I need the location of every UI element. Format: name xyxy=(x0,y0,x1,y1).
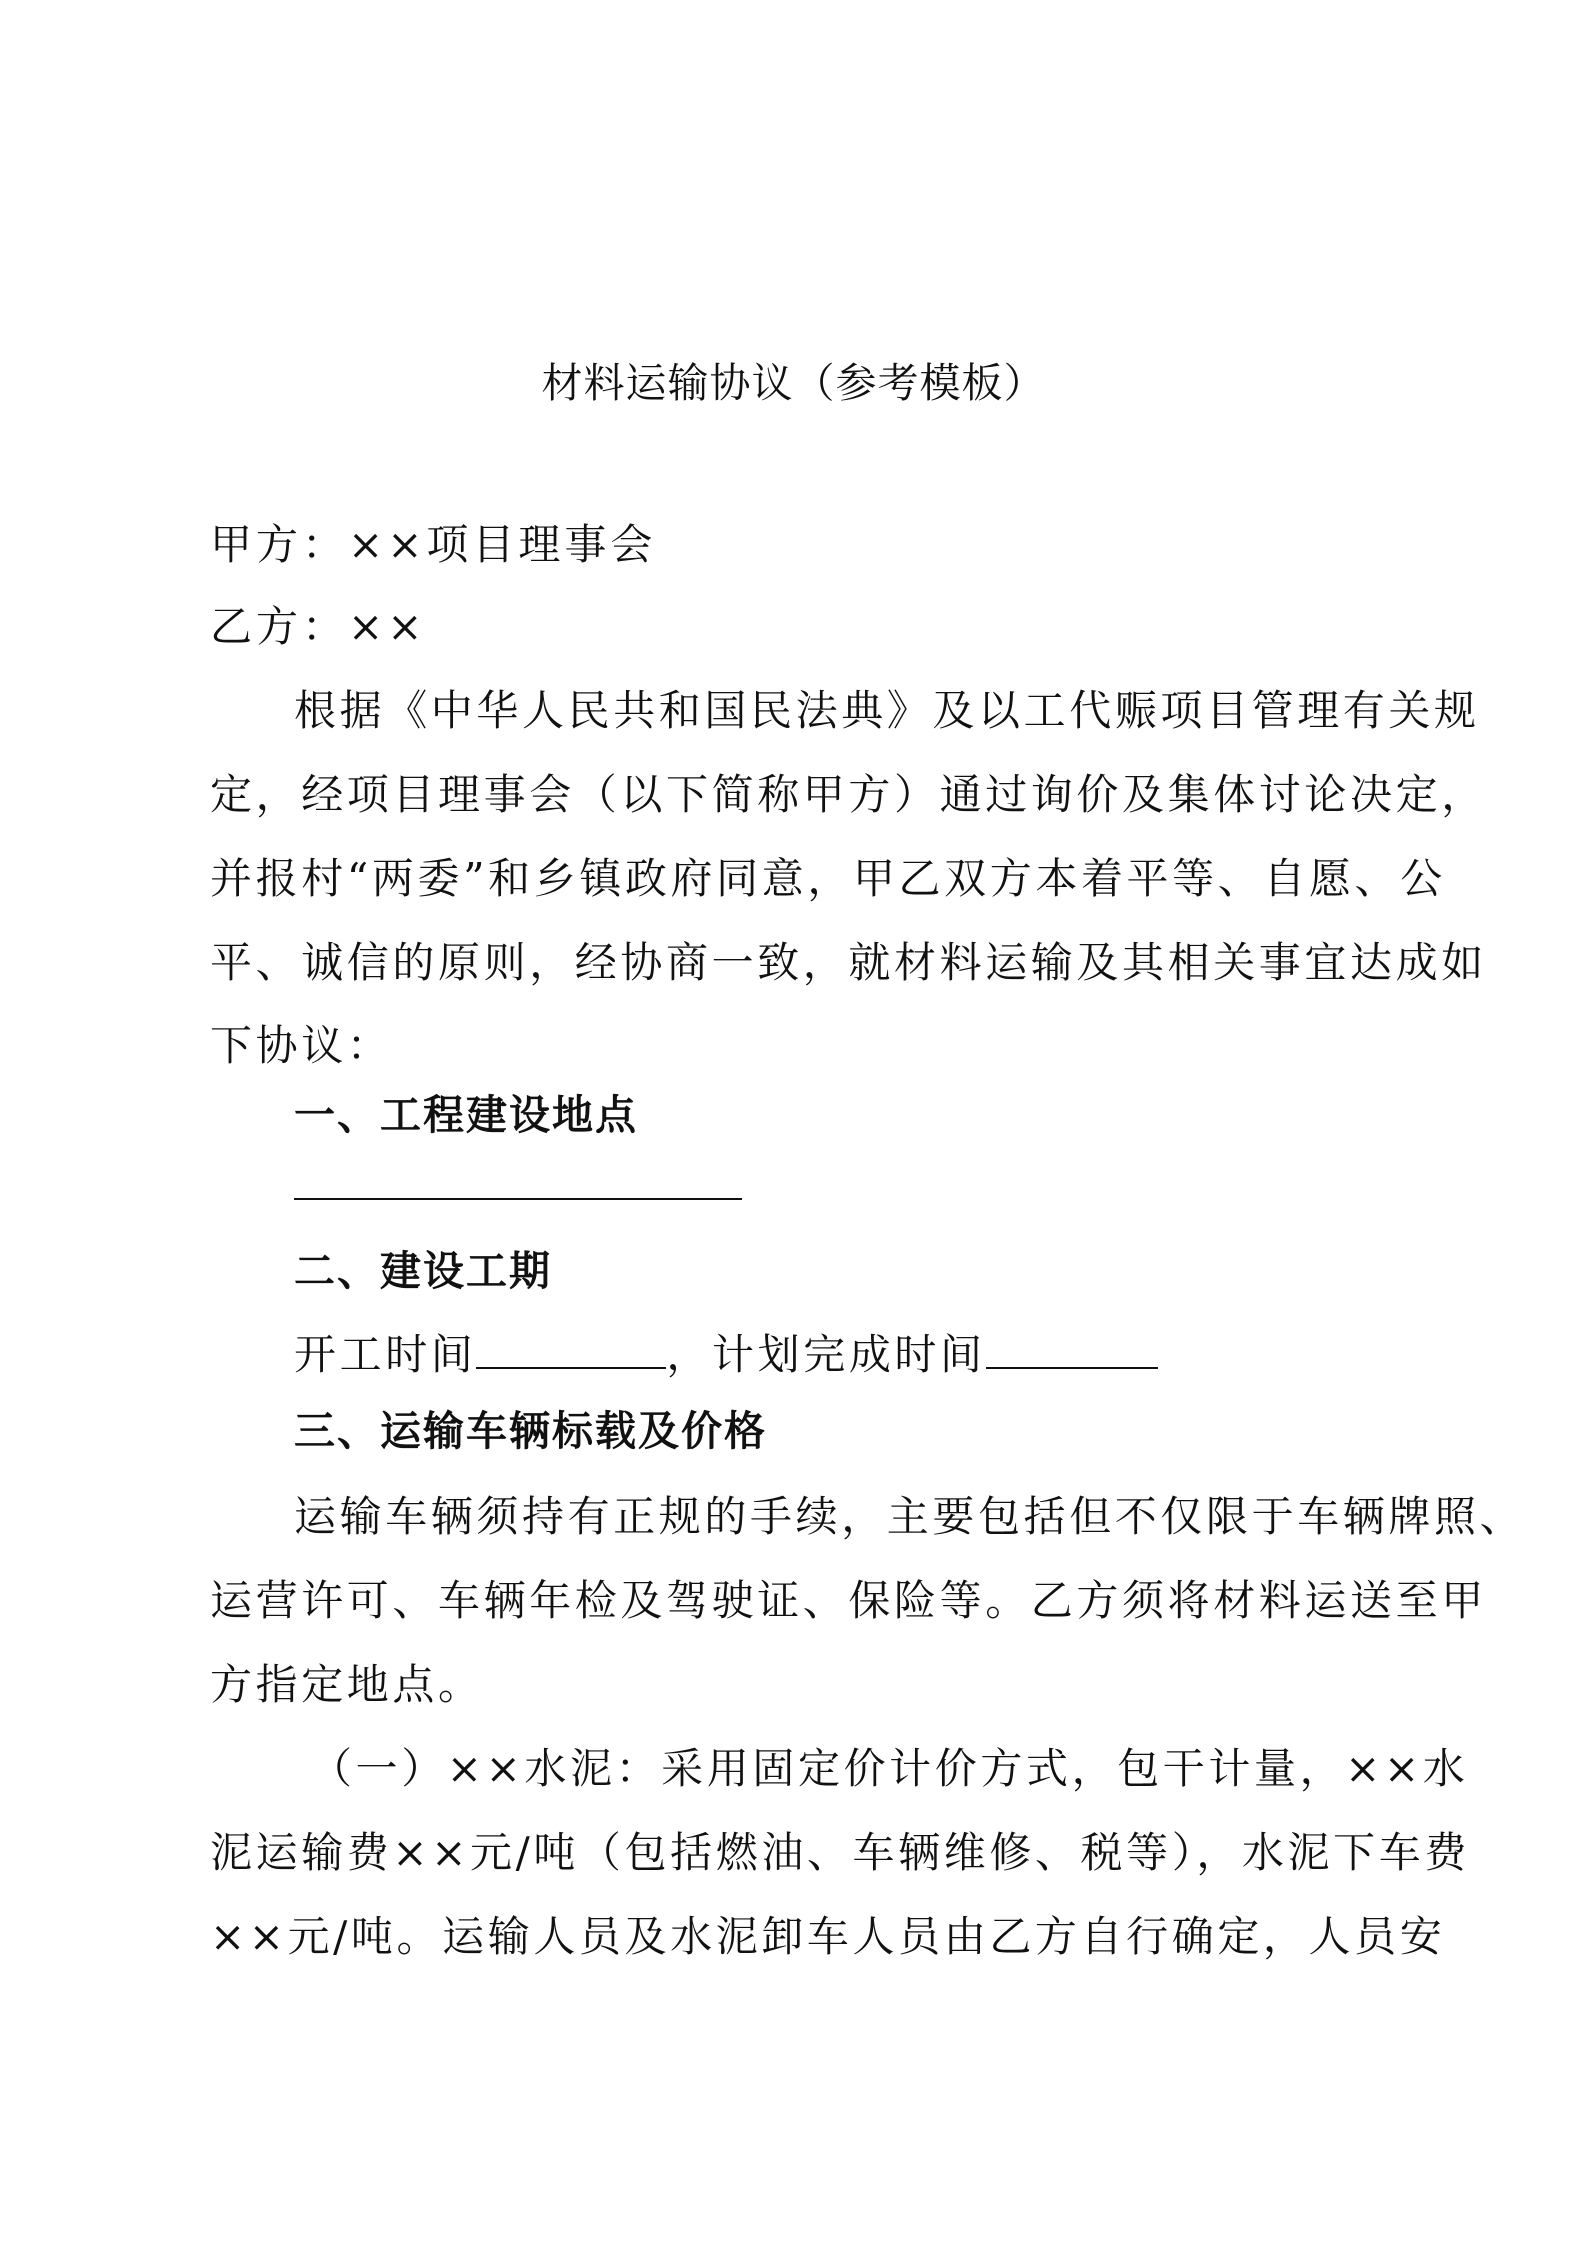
schedule-separator: ， xyxy=(666,1330,713,1379)
cement-item-line-3: ××元/吨。运输人员及水泥卸车人员由乙方自行确定，人员安 xyxy=(210,1912,1446,1961)
finish-time-label: 计划完成时间 xyxy=(712,1330,986,1379)
intro-line-2: 定，经项目理事会（以下简称甲方）通过询价及集体讨论决定， xyxy=(210,770,1487,819)
start-time-blank xyxy=(476,1331,666,1369)
party-b-line: 乙方：×× xyxy=(210,602,427,651)
cement-item-line-2: 泥运输费××元/吨（包括燃油、车辆维修、税等），水泥下车费 xyxy=(210,1828,1470,1877)
intro-line-1: 根据《中华人民共和国民法典》及以工代赈项目管理有关规 xyxy=(294,686,1480,735)
intro-line-5: 下协议： xyxy=(210,1021,393,1070)
vehicle-para-line-3: 方指定地点。 xyxy=(210,1660,484,1709)
cement-item-line-1: （一）××水泥：采用固定价计价方式，包干计量，××水 xyxy=(310,1744,1469,1793)
finish-time-blank xyxy=(986,1331,1158,1369)
intro-line-4: 平、诚信的原则，经协商一致，就材料运输及其相关事宜达成如 xyxy=(210,938,1487,987)
schedule-line xyxy=(294,1322,1474,1382)
section-2-heading: 二、建设工期 xyxy=(294,1247,552,1295)
vehicle-para-line-2: 运营许可、车辆年检及驾驶证、保险等。乙方须将材料运送至甲 xyxy=(210,1576,1487,1625)
party-a-line: 甲方：××项目理事会 xyxy=(210,520,657,569)
intro-line-3: 并报村“两委”和乡镇政府同意，甲乙双方本着平等、自愿、公 xyxy=(210,854,1446,903)
vehicle-para-line-1: 运输车辆须持有正规的手续，主要包括但不仅限于车辆牌照、 xyxy=(294,1492,1526,1541)
start-time-label: 开工时间 xyxy=(294,1330,477,1379)
section-1-heading: 一、工程建设地点 xyxy=(294,1091,638,1139)
section-3-heading: 三、运输车辆标载及价格 xyxy=(294,1407,767,1455)
location-blank-line xyxy=(294,1198,742,1200)
document-title: 材料运输协议（参考模板） xyxy=(541,359,1046,407)
